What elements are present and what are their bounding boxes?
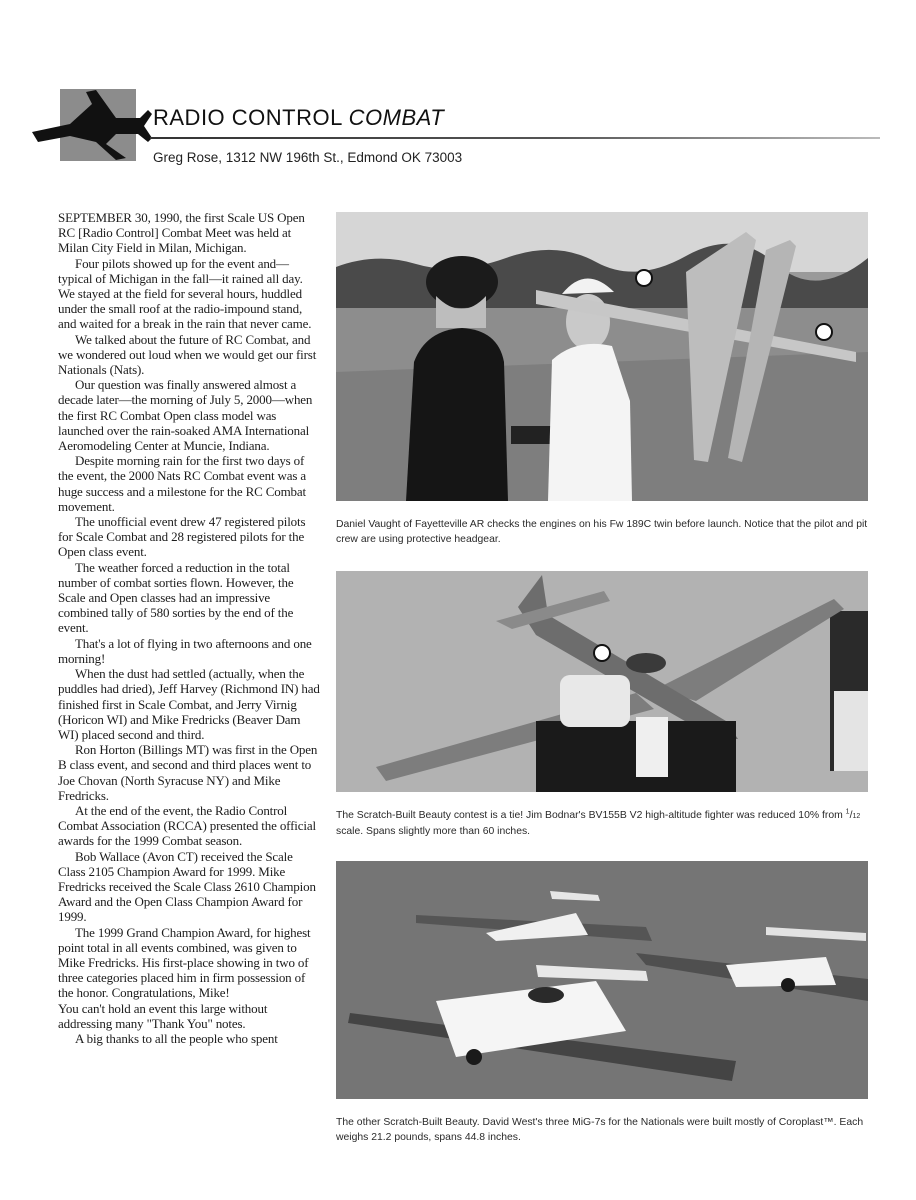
article-paragraph: A big thanks to all the people who spent — [75, 1030, 278, 1046]
article-paragraph: The weather forced a reduction in the total number of combat sorties flown. However, the Scale and Open classes had an impressive combined tally of 580 sorties by the end of the event. — [58, 559, 294, 636]
photo-pilots-with-fw189-icon — [336, 212, 868, 501]
article-paragraph: We talked about the future of RC Combat, and we wondered out loud when we would get our first Nationals (Nats). — [58, 331, 317, 378]
article-paragraph: The unofficial event drew 47 registered pilots for Scale Combat and 28 registered pilots for the Open class event. — [58, 514, 306, 560]
photo-bv155b-model-icon — [336, 571, 868, 792]
caption-fraction-numerator: 1 — [845, 808, 850, 816]
article-paragraph: Ron Horton (Billings MT) was first in the Open B class event, and second and third places went to Joe Chovan (North Syracuse NY) and Mike Fredricks. — [58, 742, 318, 803]
article-paragraph: Bob Wallace (Avon CT) received the Scale Class 2105 Champion Award for 1999. Mike Fredricks received the Scale Class 2610 Champion Award and the Open Class Champion Award for 1999. — [58, 848, 316, 925]
article-paragraph: Four pilots showed up for the event and—typical of Michigan in the fall—it rained all day. We stayed at the field for several hours, huddled under the small roof at the radio-impound stand, and waited for a break in the rain that never came. — [58, 255, 312, 332]
photo-caption: Daniel Vaught of Fayetteville AR checks the engines on his Fw 189C twin before launch. Notice that the pilot and pit crew are using protective headgear. — [336, 519, 868, 545]
photo-caption: The Scratch-Built Beauty contest is a tie! Jim Bodnar's BV155B V2 high-altitude fighter was reduced 10% from $^1$/12 scale. Spans slightly more than 60 inches. — [336, 808, 861, 837]
article-paragraph: At the end of the event, the Radio Control Combat Association (RCCA) presented the official awards for the 1999 Combat season. — [58, 802, 316, 849]
caption-fraction-denominator: 12 — [852, 813, 861, 820]
photo-caption: The other Scratch-Built Beauty. David West's three MiG-7s for the Nationals were built mostly of Coroplast™. Each weighs 21.2 pounds, spans 44.8 inches. — [336, 1117, 864, 1143]
photo-bv155b-model — [336, 571, 868, 792]
article-paragraph: The 1999 Grand Champion Award, for highest point total in all events combined, was given to Mike Fredricks. His first-place showing in two of three categories placed him in firm possession of the honor. Congratulations, Mike! — [58, 924, 311, 1001]
airplane-silhouette-icon — [30, 88, 154, 162]
article-paragraph: When the dust had settled (actually, when the puddles had dried), Jeff Harvey (Richmond IN) had finished first in Scale Combat, and Jerry Virnig (Horicon WI) and Mike Fredricks (Beaver Dam WI) placed second and third. — [58, 666, 320, 742]
article-paragraph: That's a lot of flying in two afternoons and one morning! — [58, 635, 312, 666]
article-paragraph: Despite morning rain for the first two days of the event, the 2000 Nats RC Combat event was a huge success and a milestone for the RC Combat movement. — [58, 453, 306, 514]
article-paragraph: You can't hold an event this large without addressing many "Thank You" notes. — [58, 1000, 268, 1031]
title-rule — [150, 137, 880, 139]
caption-text: The Scratch-Built Beauty contest is a tie! Jim Bodnar's BV155B V2 high-altitude fighter was reduced 10% from — [336, 810, 846, 821]
caption-text: scale. Spans slightly more than 60 inches. — [336, 826, 531, 837]
article-paragraph: Our question was finally answered almost a decade later—the morning of July 5, 2000—when the first RC Combat Open class model was launched over the rain-soaked AMA International Aeromodeling Center at Muncie, Indiana. — [58, 377, 313, 454]
column-title — [153, 105, 444, 131]
column-title-plain: RADIO CONTROL — [153, 105, 343, 130]
photo-pilots-with-fw189 — [336, 212, 868, 501]
photo-three-mig7-models — [336, 861, 868, 1099]
column-title-italic: COMBAT — [348, 105, 445, 130]
photo-three-mig7-models-icon — [336, 861, 868, 1099]
article-body — [58, 210, 320, 1046]
column-byline: Greg Rose, 1312 NW 196th St., Edmond OK 73003 — [153, 150, 463, 165]
article-paragraph: SEPTEMBER 30, 1990, the first Scale US Open RC [Radio Control] Combat Meet was held at Milan City Field in Milan, Michigan. — [58, 210, 305, 256]
